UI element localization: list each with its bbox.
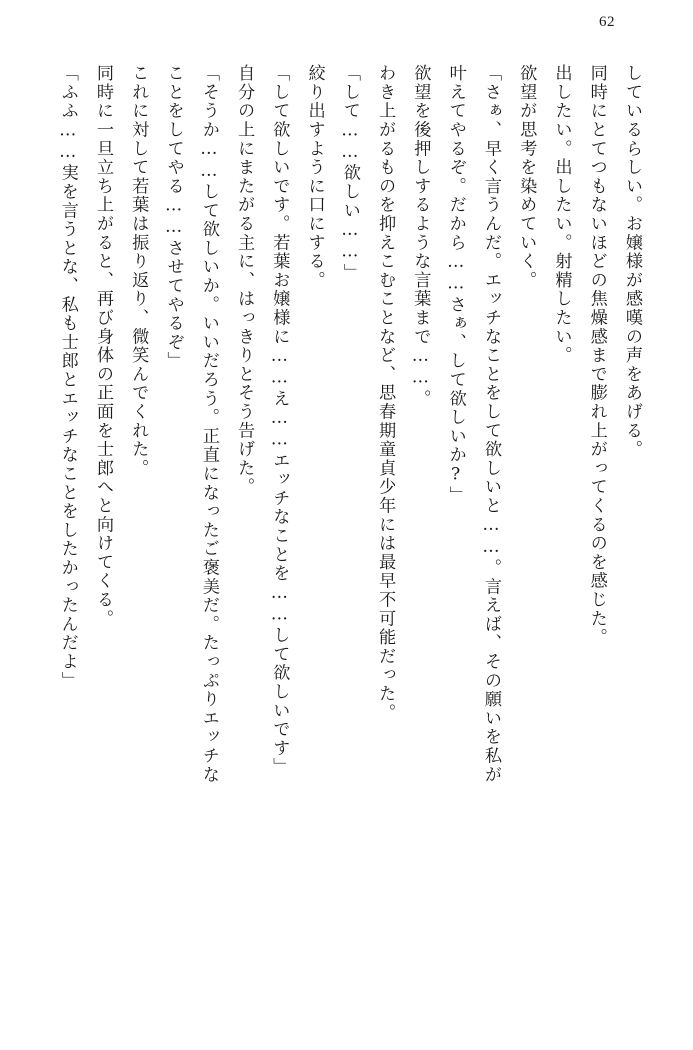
page-number: 62 xyxy=(599,14,615,30)
paragraph: 「して欲しいです。若葉お嬢様に……え……エッチなことを……して欲しいです」 xyxy=(269,64,290,777)
paragraph: ことをしてやる……させてやるぞ」 xyxy=(163,64,184,371)
paragraph: 絞り出すように口にする。 xyxy=(304,64,325,290)
paragraph: 叶えてやるぞ。だから……さぁ、して欲しいか?」 xyxy=(445,64,466,505)
paragraph: 出したい。出したい。射精したい。 xyxy=(551,64,572,365)
paragraph: 欲望を後押しするような言葉まで……。 xyxy=(410,64,431,408)
paragraph: しているらしい。お嬢様が感嘆の声をあげる。 xyxy=(622,64,642,459)
paragraph: わき上がるものを抑えこむことなど、思春期童貞少年には最早不可能だった。 xyxy=(375,64,396,722)
paragraph: これに対して若葉は振り返り、微笑んでくれた。 xyxy=(128,64,149,478)
paragraph: 同時に一旦立ち上がると、再び身体の正面を士郎へと向けてくる。 xyxy=(93,64,114,628)
paragraph: 「して……欲しい……」 xyxy=(339,64,360,282)
body-text xyxy=(40,64,649,1006)
paragraph: 「さぁ、早く言うんだ。エッチなことをして欲しいと……。言えば、その願いを私が xyxy=(480,64,501,784)
paragraph: 「そうか……して欲しいか。いいだろう。正直になったご褒美だ。たっぷりエッチな xyxy=(198,64,219,784)
paragraph: 自分の上にまたがる主に、はっきりとそう告げた。 xyxy=(234,64,255,497)
paragraph: 同時にとてつもないほどの焦燥感まで膨れ上がってくるのを感じた。 xyxy=(586,64,607,647)
paragraph: 「ふふ……実を言うとな、私も士郎とエッチなことをしたかったんだよ」 xyxy=(57,64,78,690)
paragraph: 欲望が思考を染めていく。 xyxy=(516,64,537,290)
